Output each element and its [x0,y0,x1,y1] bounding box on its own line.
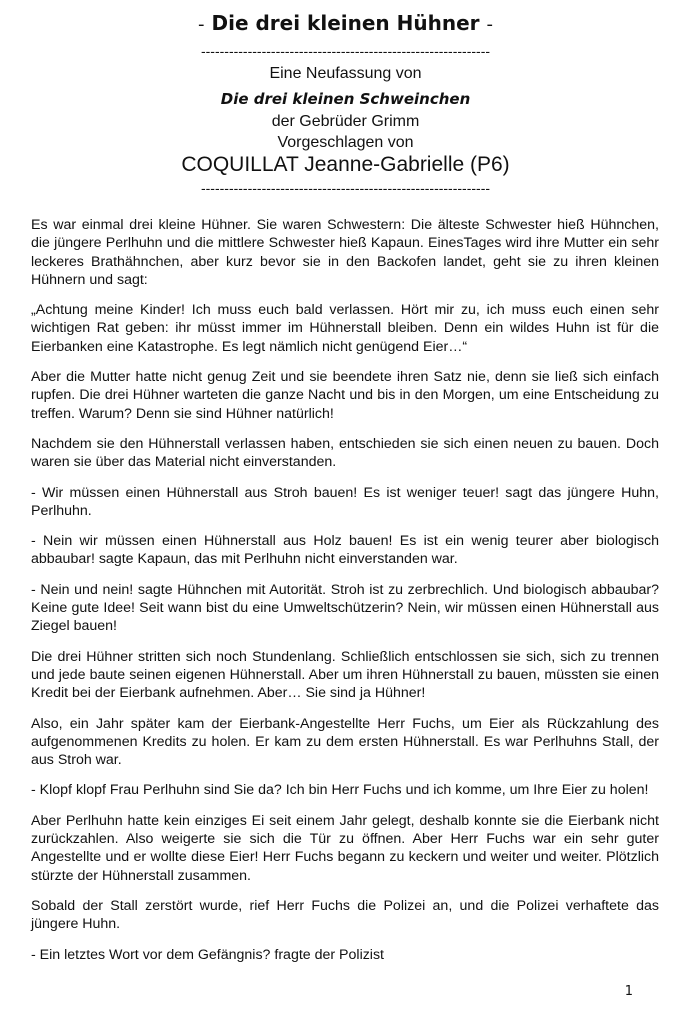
paragraph: - Wir müssen einen Hühnerstall aus Stroh bauen! Es ist weniger teuer! sagt das jüngere Huhn, Perlhuhn. [31,484,659,519]
paragraph: „Achtung meine Kinder! Ich muss euch bald verlassen. Hört mir zu, ich muss euch einen sehr wichtigen Rat geben: ihr müsst immer im Hühnerstall bleiben. Denn ein wildes Huhn ist für die Eierbanken eine Katastrophe. Es legt nämlich nicht genügend Eier…“ [31,302,659,355]
subtitle-line-1: Eine Neufassung von [269,65,422,82]
paragraph: Nachdem sie den Hühnerstall verlassen haben, entschieden sie sich einen neuen zu bauen. Doch waren sie über das Material nicht einverstanden. [31,435,659,471]
subtitle-line-3: der Gebrüder Grimm [271,113,420,130]
story-body [31,216,659,976]
title-dash-right: - [486,14,493,35]
paragraph: - Nein wir müssen einen Hühnerstall aus Holz bauen! Es ist ein wenig teurer aber biologisch abbaubar! sagte Kapaun, das mit Perlhuhn nicht einverstanden war. [31,533,659,568]
author-name: COQUILLAT Jeanne-Gabrielle (P6) [181,153,510,176]
paragraph: - Ein letztes Wort vor dem Gefängnis? fragte der Polizist [31,946,384,963]
rule-bottom: -------------------------------------------------------------- [200,181,491,195]
paragraph: - Nein und nein! sagte Hühnchen mit Autorität. Stroh ist zu zerbrechlich. Und biologisch abbaubar? Keine gute Idee! Seit wann bist du eine Umweltschützerin? Nein, wir müssen einen Hühnerstall aus Ziegel bauen! [31,581,659,635]
paragraph: Es war einmal drei kleine Hühner. Sie waren Schwestern: Die älteste Schwester hieß Hühnchen, die jüngere Perlhuhn und die mittlere Schwester hieß Kapaun. EinesTages wird ihre Mutter ein sehr leckeres Brathähnchen, aber kurz bevor sie in den Backofen landet, geht sie zu ihren kleinen Hühnern und sagt: [31,217,659,288]
title-text: Die drei kleinen Hühner [211,11,480,35]
paragraph: Aber die Mutter hatte nicht genug Zeit und sie beendete ihren Satz nie, denn sie ließ sich einfach rupfen. Die drei Hühner warteten die ganze Nacht und bis in den Morgen, um eine Entscheidung zu treffen. Warum? Denn sie sind Hühner natürlich! [31,369,659,422]
subtitle-line-4: Vorgeschlagen von [277,134,414,151]
subtitle-original-work: Die drei kleinen Schweinchen [220,90,471,108]
page-number: 1 [624,984,633,999]
paragraph: Also, ein Jahr später kam der Eierbank-Angestellte Herr Fuchs, um Eier als Rückzahlung des aufgenommenen Kredits zu holen. Er kam zu dem ersten Hühnerstall. Es war Perlhuhns Stall, der aus Stroh war. [31,715,659,769]
document-title [0,11,691,37]
paragraph: Die drei Hühner stritten sich noch Stundenlang. Schließlich entschlossen sie sich, sich zu trennen und jede baute seinen eigenen Hühnerstall. Aber um ihren Hühnerstall zu bauen, müssten sie einen Kredit bei der Eierbank aufnehmen. Aber… Sie sind ja Hühner! [31,648,659,702]
rule-top: -------------------------------------------------------------- [200,44,491,58]
paragraph: - Klopf klopf Frau Perlhuhn sind Sie da? Ich bin Herr Fuchs und ich komme, um Ihre Eier zu holen! [31,782,649,799]
paragraph: Aber Perlhuhn hatte kein einziges Ei seit einem Jahr gelegt, deshalb konnte sie die Eierbank nicht zurückzahlen. Also weigerte sie sich die Tür zu öffnen. Aber Herr Fuchs war ein sehr guter Angestellte und er wollte diese Eier! Herr Fuchs begann zu keckern und weiter und weiter. Plötzlich stürzte der Hühnerstall zusammen. [31,812,659,884]
paragraph: Sobald der Stall zerstört wurde, rief Herr Fuchs die Polizei an, und die Polizei verhaftete das jüngere Huhn. [31,897,659,933]
title-dash-left: - [198,14,205,35]
